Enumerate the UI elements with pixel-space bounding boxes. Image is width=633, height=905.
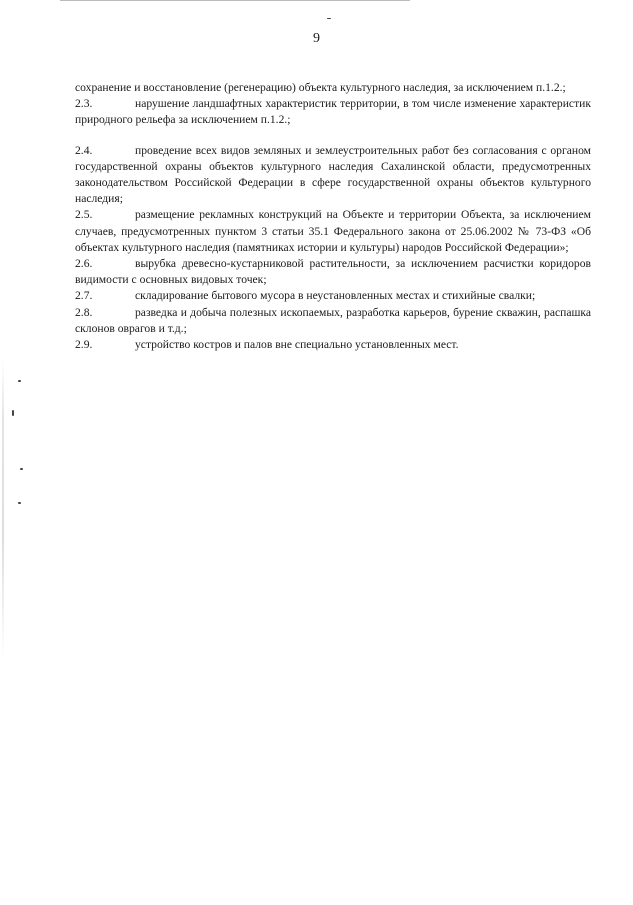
item-number: 2.9. [75,338,93,352]
list-item [75,337,591,353]
item-text: устройство костров и палов вне специально установленных мест. [135,338,459,352]
list-item [75,288,591,304]
paragraph-gap [75,129,591,143]
item-text: проведение всех видов земляных и землеустроительных работ без согласования с органом государственной охраны объектов культурного наследия Сахалинской области, предусмотренных законодательством Российской Федерации в сфере государственной охраны объектов культурного наследия; [75,143,591,206]
item-number: 2.8. [75,305,93,319]
list-item [75,96,591,128]
item-text: складирование бытового мусора в неустановленных местах и стихийные свалки; [135,289,536,303]
item-text: размещение рекламных конструкций на Объекте и территории Объекта, за исключением случаев, предусмотренных пунктом 3 статьи 35.1 Федерального закона от 25.06.2002 № 73-ФЗ «Об объектах культурного наследия (памятниках истории и культуры) народов Российской Федерации»; [75,208,591,254]
item-number: 2.3. [75,97,93,111]
scan-speck [327,18,331,19]
item-text: нарушение ландшафтных характеристик территории, в том числе изменение характеристик природного рельефа за исключением п.1.2.; [75,97,591,127]
list-item [75,143,591,208]
item-text: вырубка древесно-кустарниковой растительности, за исключением расчистки коридоров видимости с основных видовых точек; [75,257,591,287]
list-item [75,256,591,288]
scan-top-edge [60,0,410,1]
scan-left-edge [2,360,4,660]
scan-speck [12,410,14,416]
scan-speck [20,468,23,470]
item-number: 2.7. [75,289,93,303]
scan-speck [18,502,21,504]
item-number: 2.6. [75,257,93,271]
item-text: разведка и добыча полезных ископаемых, разработка карьеров, бурение скважин, распашка склонов оврагов и т.д.; [75,305,591,335]
scan-speck [18,380,21,382]
page-number: 9 [313,31,320,46]
item-number: 2.5. [75,208,93,222]
document-body [75,80,591,353]
item-number: 2.4. [75,143,93,157]
list-item [75,305,591,337]
intro-paragraph: сохранение и восстановление (регенерацию) объекта культурного наследия, за исключением п.1.2.; [75,81,566,94]
list-item [75,207,591,256]
